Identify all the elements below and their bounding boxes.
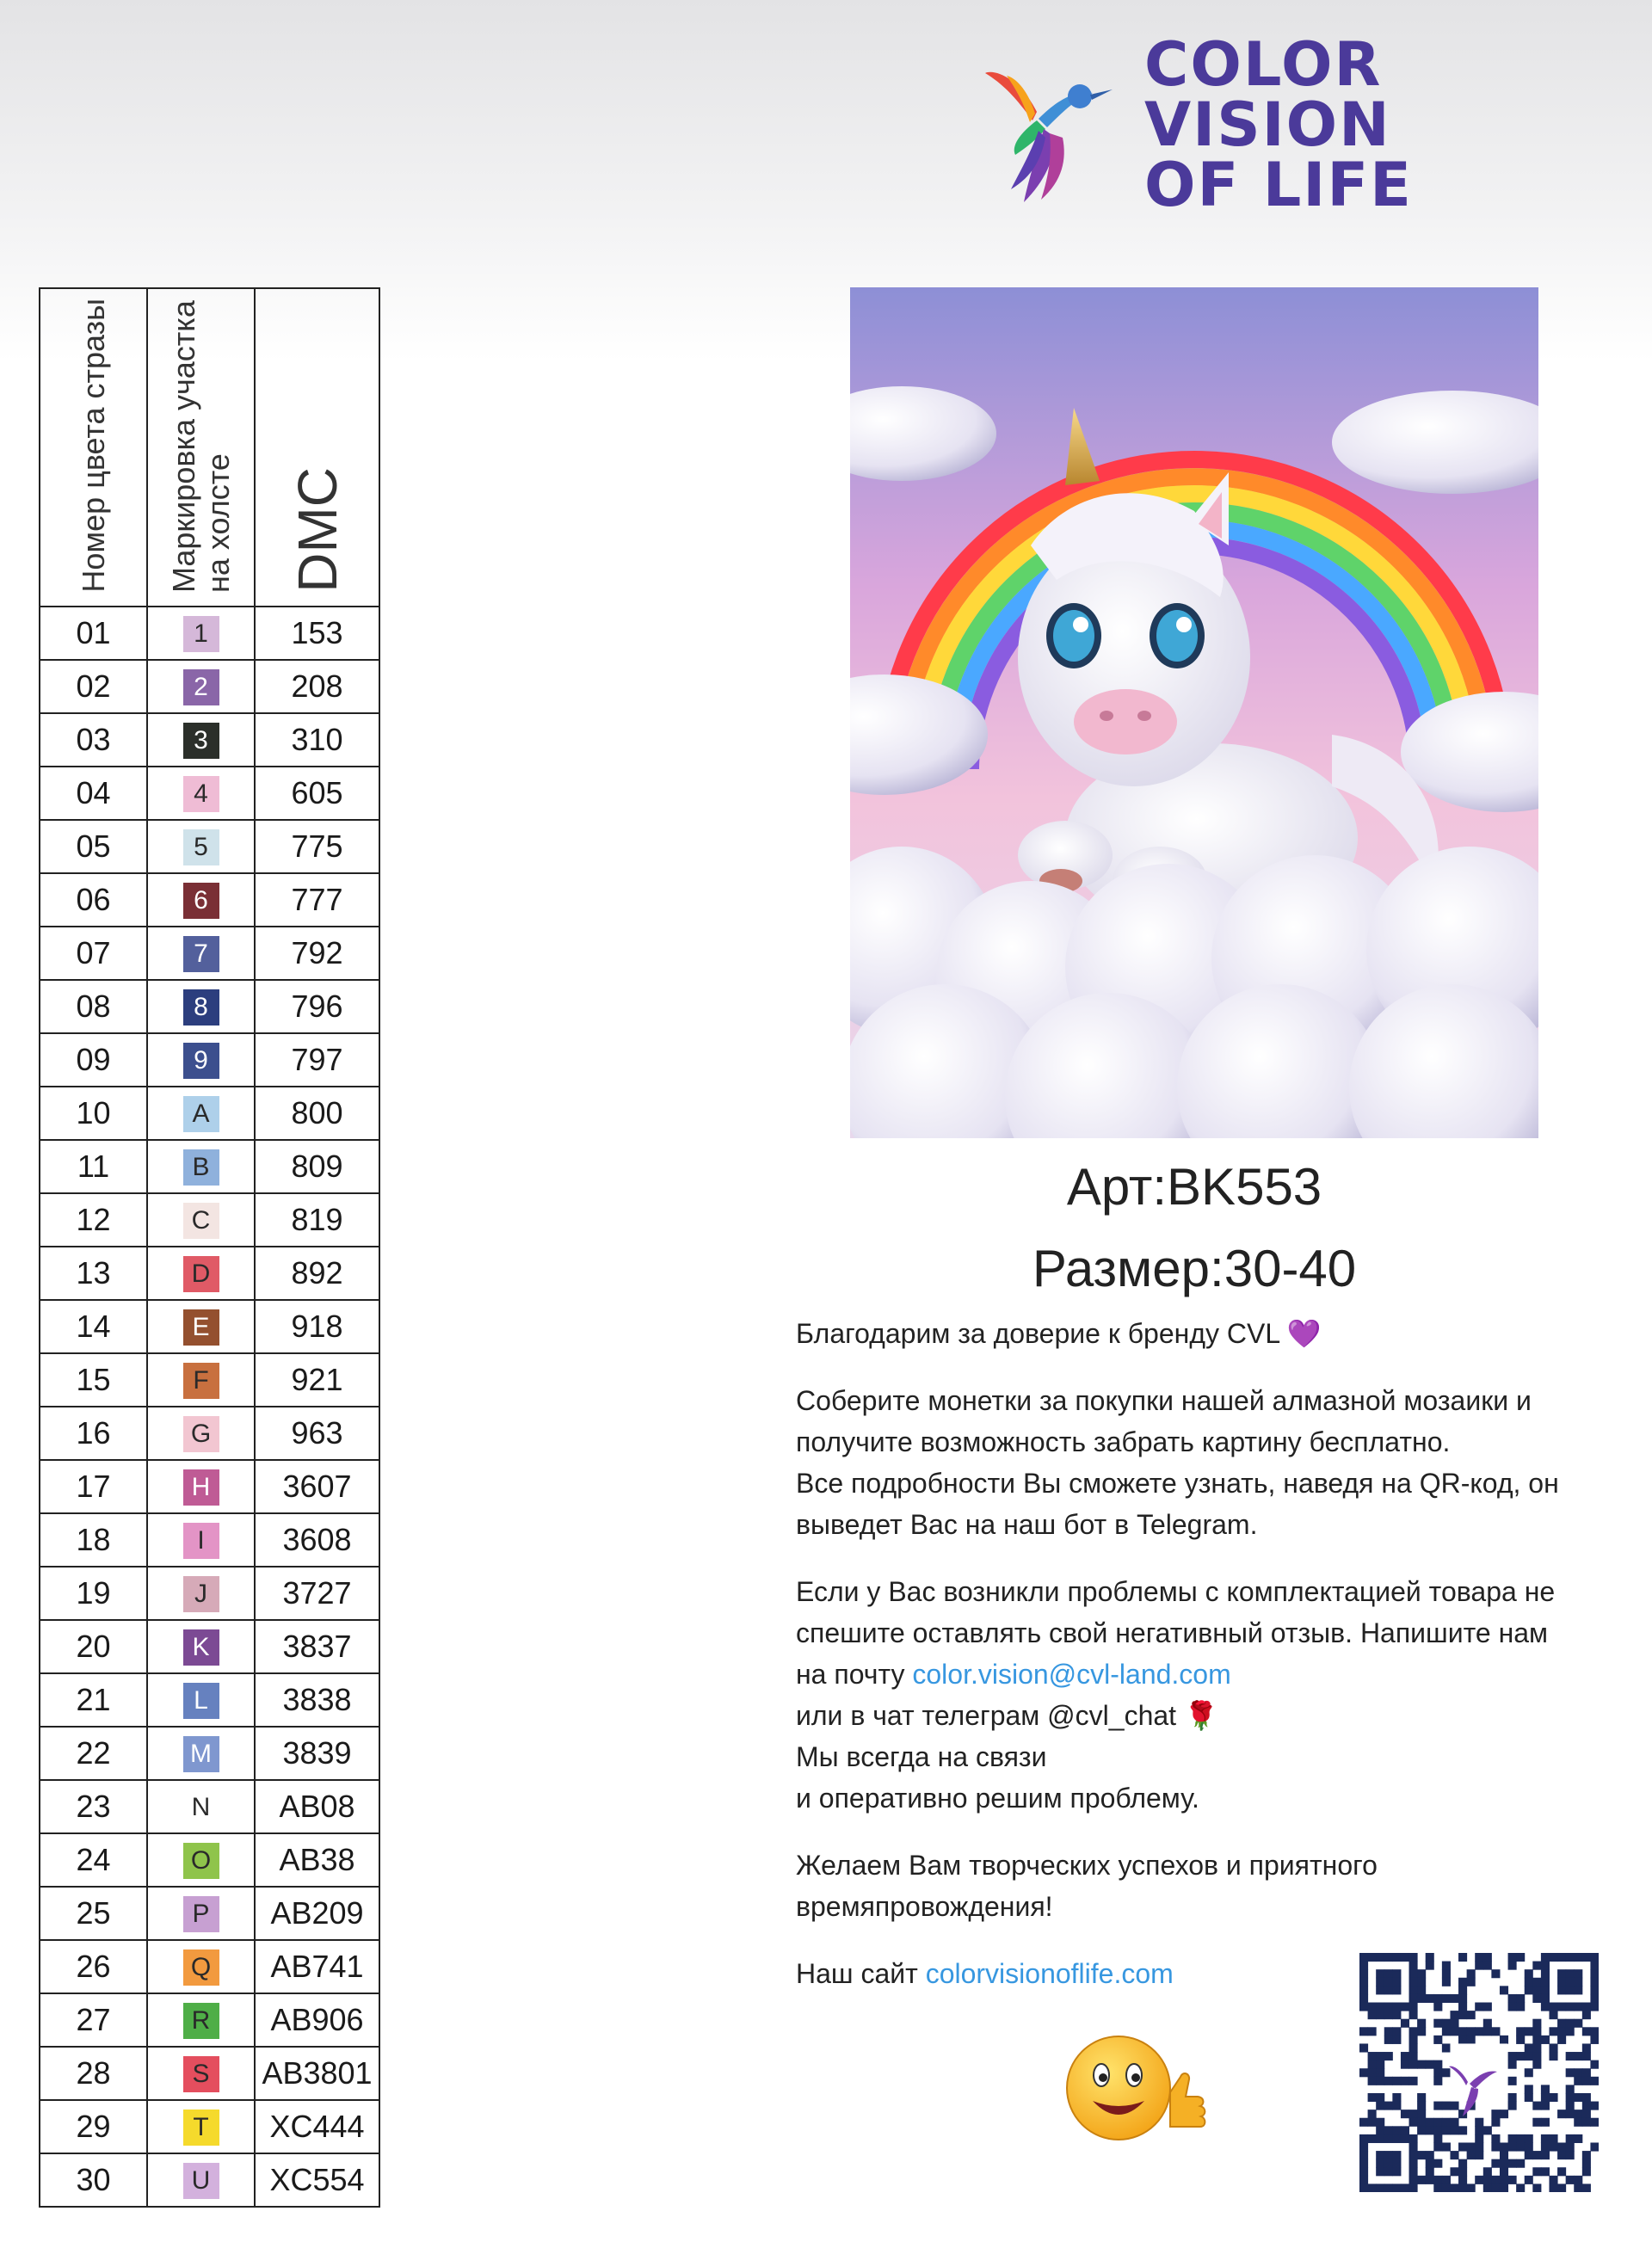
problems-line-3	[796, 1654, 1622, 1695]
color-swatch: 4	[183, 776, 219, 812]
wishes-line-2: времяпровождения!	[796, 1891, 1053, 1922]
color-number-cell: 12	[40, 1193, 147, 1247]
article-code: Арт:BK553	[1066, 1158, 1322, 1216]
dmc-code-cell: AB209	[255, 1887, 379, 1940]
color-swatch: 9	[183, 1043, 219, 1079]
dmc-code-cell: 777	[255, 873, 379, 927]
marking-cell	[147, 1513, 255, 1567]
color-number-cell: 04	[40, 767, 147, 820]
dmc-code-cell: 892	[255, 1247, 379, 1300]
table-row	[40, 1353, 379, 1407]
color-number-cell: 22	[40, 1727, 147, 1780]
marking-cell	[147, 927, 255, 980]
table-row	[40, 2153, 379, 2207]
dmc-code-cell: AB3801	[255, 2047, 379, 2100]
color-swatch: E	[183, 1309, 219, 1346]
marking-cell	[147, 1567, 255, 1620]
marking-cell	[147, 873, 255, 927]
wishes-line-1: Желаем Вам творческих успехов и приятного	[796, 1850, 1378, 1881]
table-row	[40, 1460, 379, 1513]
marking-cell	[147, 1780, 255, 1833]
color-number-cell: 03	[40, 713, 147, 767]
logo-line-color: COLOR	[1144, 29, 1383, 100]
color-swatch: 7	[183, 936, 219, 972]
problems-line-6: и оперативно решим проблему.	[796, 1783, 1199, 1814]
color-number-cell: 18	[40, 1513, 147, 1567]
table-row	[40, 1833, 379, 1887]
table-row	[40, 873, 379, 927]
qr-code[interactable]	[1359, 1953, 1599, 2192]
color-number-cell: 02	[40, 660, 147, 713]
qr-code-icon	[1359, 1953, 1599, 2192]
marking-cell	[147, 2100, 255, 2153]
color-swatch: 1	[183, 616, 219, 652]
marking-cell	[147, 2153, 255, 2207]
table-row	[40, 1247, 379, 1300]
marking-cell	[147, 820, 255, 873]
marking-cell	[147, 1193, 255, 1247]
marking-cell	[147, 1033, 255, 1087]
dmc-code-cell: 3608	[255, 1513, 379, 1567]
color-swatch: U	[183, 2163, 219, 2199]
color-swatch: K	[183, 1629, 219, 1666]
dmc-code-cell: AB08	[255, 1780, 379, 1833]
table-body	[40, 607, 379, 2207]
dmc-code-cell: 3727	[255, 1567, 379, 1620]
problems-line-1: Если у Вас возникли проблемы с комплектацией товара не	[796, 1576, 1556, 1607]
marking-cell	[147, 1407, 255, 1460]
problems-line-4	[796, 1695, 1622, 1736]
color-number-cell: 19	[40, 1567, 147, 1620]
table-row	[40, 713, 379, 767]
dmc-code-cell: 310	[255, 713, 379, 767]
table-row	[40, 1033, 379, 1087]
dmc-code-cell: 963	[255, 1407, 379, 1460]
dmc-code-cell: 3607	[255, 1460, 379, 1513]
marking-cell	[147, 2047, 255, 2100]
problems-line-2: спешите оставлять свой негативный отзыв. Напишите нам	[796, 1617, 1549, 1648]
logo-line-vision: VISION	[1144, 89, 1391, 160]
color-number-cell: 05	[40, 820, 147, 873]
marking-cell	[147, 1727, 255, 1780]
color-swatch: 6	[183, 883, 219, 919]
color-number-cell: 17	[40, 1460, 147, 1513]
color-swatch: N	[183, 1789, 219, 1826]
thanks-paragraph	[796, 1313, 1622, 1354]
color-number-cell: 01	[40, 607, 147, 660]
color-swatch: P	[183, 1896, 219, 1932]
color-swatch: B	[183, 1149, 219, 1186]
color-number-cell: 21	[40, 1673, 147, 1727]
color-number-cell: 26	[40, 1940, 147, 1993]
color-number-cell: 10	[40, 1087, 147, 1140]
marking-cell	[147, 1353, 255, 1407]
thanks-text: Благодарим за доверие к бренду CVL	[796, 1318, 1279, 1349]
coins-line-1: Соберите монетки за покупки нашей алмазной мозаики и	[796, 1385, 1532, 1416]
color-swatch: M	[183, 1736, 219, 1772]
table-row	[40, 2047, 379, 2100]
color-swatch: R	[183, 2003, 219, 2039]
color-swatch: 3	[183, 723, 219, 759]
dmc-code-cell: 3837	[255, 1620, 379, 1673]
coins-line-4: выведет Вас на наш бот в Telegram.	[796, 1509, 1258, 1540]
info-text-block	[796, 1313, 1622, 2020]
dmc-code-cell: XC554	[255, 2153, 379, 2207]
dmc-code-cell: 605	[255, 767, 379, 820]
color-number-cell: 23	[40, 1780, 147, 1833]
dmc-code-cell: AB38	[255, 1833, 379, 1887]
marking-cell	[147, 1673, 255, 1727]
color-swatch: C	[183, 1203, 219, 1239]
marking-cell	[147, 607, 255, 660]
smiley-thumbs-up-icon	[1058, 2032, 1213, 2144]
color-swatch: F	[183, 1363, 219, 1399]
dmc-code-cell: 819	[255, 1193, 379, 1247]
marking-cell	[147, 1887, 255, 1940]
color-number-cell: 09	[40, 1033, 147, 1087]
marking-cell	[147, 767, 255, 820]
marking-cell	[147, 1247, 255, 1300]
problems-line-5: Мы всегда на связи	[796, 1741, 1047, 1772]
color-swatch: I	[183, 1523, 219, 1559]
color-swatch: O	[183, 1843, 219, 1879]
table-row	[40, 1993, 379, 2047]
dmc-code-cell: AB741	[255, 1940, 379, 1993]
marking-cell	[147, 1993, 255, 2047]
purple-heart-icon: 💜	[1286, 1318, 1322, 1349]
color-number-cell: 30	[40, 2153, 147, 2207]
marking-cell	[147, 1940, 255, 1993]
marking-cell	[147, 713, 255, 767]
color-number-cell: 07	[40, 927, 147, 980]
color-number-cell: 15	[40, 1353, 147, 1407]
dmc-code-cell: 153	[255, 607, 379, 660]
color-number-cell: 14	[40, 1300, 147, 1353]
table-row	[40, 1940, 379, 1993]
wishes-paragraph	[796, 1845, 1622, 1927]
color-number-cell: 16	[40, 1407, 147, 1460]
table-row	[40, 1620, 379, 1673]
table-row	[40, 1887, 379, 1940]
dmc-code-cell: 797	[255, 1033, 379, 1087]
color-number-cell: 28	[40, 2047, 147, 2100]
dmc-code-cell: 918	[255, 1300, 379, 1353]
table-row	[40, 767, 379, 820]
product-size: Размер:30-40	[1032, 1240, 1357, 1297]
unicorn-image	[850, 287, 1538, 1138]
color-number-cell: 25	[40, 1887, 147, 1940]
marking-cell	[147, 980, 255, 1033]
table-row	[40, 820, 379, 873]
coins-line-3: Все подробности Вы сможете узнать, наведя на QR-код, он	[796, 1468, 1559, 1499]
table-row	[40, 1727, 379, 1780]
dmc-code-cell: 809	[255, 1140, 379, 1193]
color-number-cell: 11	[40, 1140, 147, 1193]
coins-line-2: получите возможность забрать картину бесплатно.	[796, 1426, 1451, 1457]
table-header-row	[40, 288, 379, 607]
color-swatch: D	[183, 1256, 219, 1292]
table-row	[40, 1673, 379, 1727]
color-swatch: H	[183, 1469, 219, 1506]
email-prefix: на почту	[796, 1659, 913, 1690]
marking-cell	[147, 1460, 255, 1513]
dmc-code-cell: 775	[255, 820, 379, 873]
header-color-number: Номер цвета стразы	[40, 288, 147, 607]
color-number-cell: 06	[40, 873, 147, 927]
table-row	[40, 1193, 379, 1247]
table-row	[40, 607, 379, 660]
dmc-code-cell: 921	[255, 1353, 379, 1407]
dmc-code-cell: 792	[255, 927, 379, 980]
marking-cell	[147, 1140, 255, 1193]
dmc-code-cell: 3838	[255, 1673, 379, 1727]
color-swatch: A	[183, 1096, 219, 1132]
marking-cell	[147, 1087, 255, 1140]
marking-cell	[147, 1833, 255, 1887]
color-number-cell: 27	[40, 1993, 147, 2047]
color-swatch: G	[183, 1416, 219, 1452]
table-row	[40, 980, 379, 1033]
table-row	[40, 2100, 379, 2153]
table-row	[40, 1513, 379, 1567]
color-swatch: J	[183, 1576, 219, 1612]
table-row	[40, 1567, 379, 1620]
color-swatch: S	[183, 2056, 219, 2092]
header-canvas-marking: Маркировка участка на холсте	[147, 288, 255, 607]
marking-cell	[147, 660, 255, 713]
rose-icon: 🌹	[1183, 1700, 1218, 1731]
color-number-cell: 29	[40, 2100, 147, 2153]
table-row	[40, 1780, 379, 1833]
color-number-cell: 08	[40, 980, 147, 1033]
logo-line-oflife: OF LIFE	[1144, 150, 1413, 220]
table-row	[40, 1407, 379, 1460]
color-swatch: T	[183, 2110, 219, 2146]
color-swatch: 2	[183, 669, 219, 705]
marking-cell	[147, 1300, 255, 1353]
dmc-code-cell: 208	[255, 660, 379, 713]
brand-logo	[985, 29, 1413, 220]
coins-paragraph	[796, 1380, 1622, 1545]
header-dmc: DMC	[255, 288, 379, 607]
color-swatch: L	[183, 1683, 219, 1719]
telegram-chat-text: или в чат телеграм @cvl_chat	[796, 1700, 1177, 1731]
site-link[interactable]: colorvisionoflife.com	[925, 1958, 1174, 1989]
color-legend-table	[39, 287, 380, 2208]
dmc-code-cell: 796	[255, 980, 379, 1033]
table-row	[40, 1087, 379, 1140]
email-link[interactable]: color.vision@cvl-land.com	[912, 1659, 1231, 1690]
color-swatch: 8	[183, 989, 219, 1026]
problems-paragraph	[796, 1571, 1622, 1819]
color-number-cell: 13	[40, 1247, 147, 1300]
color-number-cell: 24	[40, 1833, 147, 1887]
dmc-code-cell: XC444	[255, 2100, 379, 2153]
table-row	[40, 660, 379, 713]
color-number-cell: 20	[40, 1620, 147, 1673]
dmc-code-cell: 800	[255, 1087, 379, 1140]
marking-cell	[147, 1620, 255, 1673]
table-row	[40, 927, 379, 980]
dmc-code-cell: AB906	[255, 1993, 379, 2047]
dmc-code-cell: 3839	[255, 1727, 379, 1780]
unicorn-picture	[850, 287, 1538, 1138]
hummingbird-logo-icon	[985, 52, 1114, 206]
color-swatch: 5	[183, 829, 219, 865]
color-swatch: Q	[183, 1949, 219, 1986]
table-row	[40, 1300, 379, 1353]
site-prefix: Наш сайт	[796, 1958, 926, 1989]
table-row	[40, 1140, 379, 1193]
